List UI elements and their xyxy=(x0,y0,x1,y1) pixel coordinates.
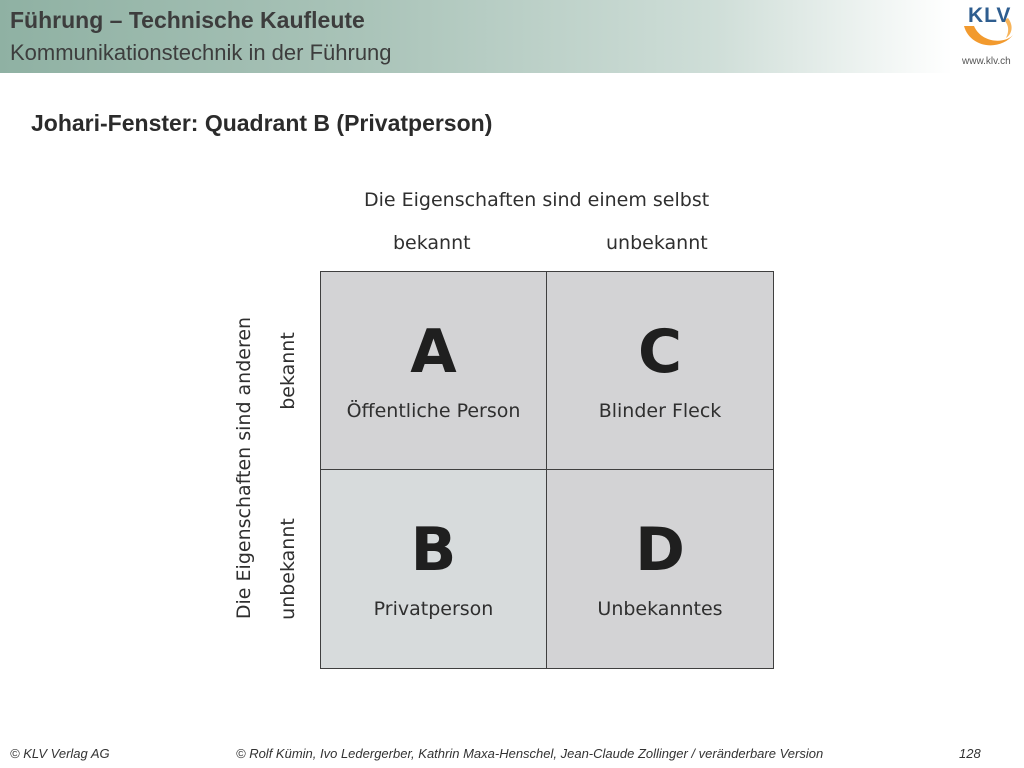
logo-url: www.klv.ch xyxy=(962,56,1011,67)
quadrant-c-letter: C xyxy=(637,317,683,387)
quadrant-a-name: Öffentliche Person xyxy=(346,400,521,422)
johari-grid xyxy=(320,271,774,669)
quadrant-c xyxy=(546,271,774,470)
header-bar xyxy=(0,0,1024,73)
top-axis-label: Die Eigenschaften sind einem selbst xyxy=(364,189,710,211)
quadrant-a-letter: A xyxy=(410,317,457,387)
quadrant-b-name: Privatperson xyxy=(373,598,494,620)
column-label-unbekannt: unbekannt xyxy=(606,232,708,254)
header-title: Führung – Technische Kaufleute xyxy=(10,7,365,33)
header-subtitle: Kommunikationstechnik in der Führung xyxy=(10,40,392,65)
page-number: 128 xyxy=(959,746,981,761)
row-label-unbekannt: unbekannt xyxy=(277,518,299,620)
quadrant-d-name: Unbekanntes xyxy=(597,598,723,620)
quadrant-a xyxy=(320,271,547,470)
side-axis-label: Die Eigenschaften sind anderen xyxy=(233,316,255,620)
logo-text: KLV xyxy=(968,4,1012,27)
row-label-bekannt: bekannt xyxy=(277,332,299,410)
slide-title: Johari-Fenster: Quadrant B (Privatperson) xyxy=(31,110,493,136)
quadrant-d-letter: D xyxy=(635,515,685,585)
quadrant-b-letter: B xyxy=(410,515,457,585)
column-label-bekannt: bekannt xyxy=(393,232,471,254)
quadrant-d xyxy=(546,469,774,669)
footer-copyright: © KLV Verlag AG xyxy=(10,746,110,761)
quadrant-b xyxy=(320,469,547,669)
quadrant-c-name: Blinder Fleck xyxy=(598,400,722,422)
footer-authors: © Rolf Kümin, Ivo Ledergerber, Kathrin Maxa-Henschel, Jean-Claude Zollinger / veränderbare Version xyxy=(236,746,824,761)
